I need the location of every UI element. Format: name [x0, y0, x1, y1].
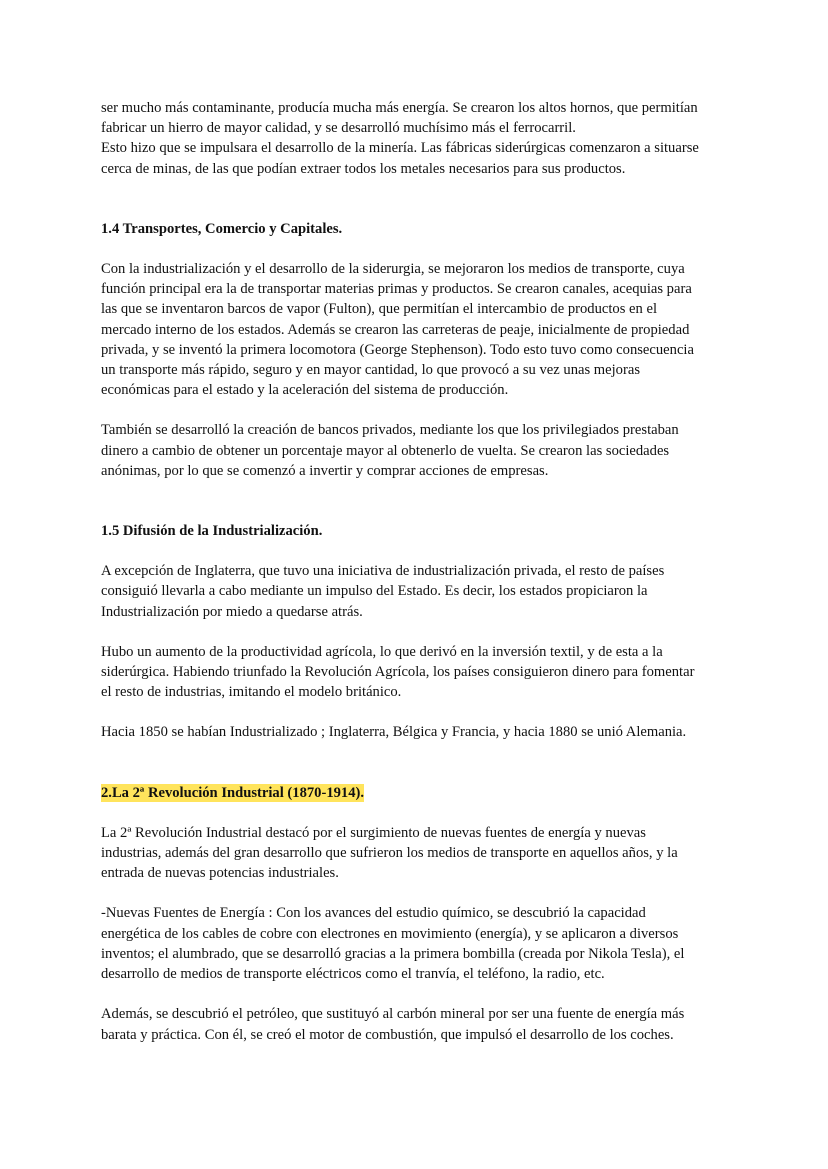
text-line: las que se inventaron barcos de vapor (Fulton), que permitían el intercambio de productos en el — [101, 301, 658, 318]
text-line: Esto hizo que se impulsara el desarrollo de la minería. Las fábricas siderúrgicas comenzaron a situarse — [101, 140, 699, 157]
text-line: un transporte más rápido, seguro y en mayor cantidad, lo que provocó a su vez unas mejoras — [101, 362, 640, 379]
text-line: industrias, además del gran desarrollo que sufrieron los medios de transporte en aquellos años, y la — [101, 845, 678, 862]
text-line: privada, y se inventó la primera locomotora (George Stephenson). Todo esto tuvo como consecuencia — [101, 341, 694, 358]
text-line: el resto de industrias, imitando el modelo británico. — [101, 684, 402, 701]
text-line: energética de los cables de cobre con electrones en movimiento (energía), y se aplicaron a diversos — [101, 925, 679, 942]
section-heading-1-5: 1.5 Difusión de la Industrialización. — [101, 523, 323, 540]
text-line: función principal era la de transportar materias primas y productos. Se crearon canales, acequias para — [101, 281, 692, 298]
document-page — [101, 98, 741, 1045]
section-2-paragraph-1 — [101, 823, 741, 884]
text-line: ser mucho más contaminante, producía mucha más energía. Se crearon los altos hornos, que permitían — [101, 100, 698, 116]
text-line: anónimas, por lo que se comenzó a invertir y comprar acciones de empresas. — [101, 462, 549, 479]
text-line: Hacia 1850 se habían Industrializado ; Inglaterra, Bélgica y Francia, y hacia 1880 se unió Alemania. — [101, 724, 687, 741]
text-line: económicas para el estado y la aceleración del sistema de producción. — [101, 382, 509, 399]
text-line: dinero a cambio de obtener un porcentaje mayor al obtenerlo de vuelta. Se crearon las sociedades — [101, 442, 670, 459]
text-line: Industrialización por miedo a quedarse atrás. — [101, 603, 363, 620]
text-line: Con la industrialización y el desarrollo de la siderurgia, se mejoraron los medios de transporte, cuya — [101, 261, 685, 278]
text-line: A excepción de Inglaterra, que tuvo una iniciativa de industrialización privada, el resto de países — [101, 563, 665, 580]
section-heading-2 — [101, 783, 741, 803]
text-line: barata y práctica. Con él, se creó el motor de combustión, que impulsó el desarrollo de los coches. — [101, 1026, 674, 1043]
text-line: fabricar un hierro de mayor calidad, y se desarrolló muchísimo más el ferrocarril. — [101, 120, 576, 137]
text-line: cerca de minas, de las que podían extraer todos los metales necesarios para sus productos. — [101, 160, 626, 177]
text-line: inventos; el alumbrado, que se desarrolló gracias a la primera bombilla (creada por Nikola Tesla), el — [101, 945, 685, 962]
text-line: También se desarrolló la creación de bancos privados, mediante los que los privilegiados prestaban — [101, 422, 679, 439]
section-2-paragraph-2 — [101, 903, 741, 984]
section-1-4-paragraph-1 — [101, 259, 741, 400]
section-1-5-paragraph-2 — [101, 642, 741, 703]
text-line: Además, se descubrió el petróleo, que sustituyó al carbón mineral por ser una fuente de energía más — [101, 1006, 685, 1023]
section-heading-1-4: 1.4 Transportes, Comercio y Capitales. — [101, 220, 343, 237]
text-line: consiguió llevarla a cabo mediante un impulso del Estado. Es decir, los estados propiciaron la — [101, 583, 648, 600]
section-1-5-paragraph-1 — [101, 561, 741, 622]
text-line: La 2ª Revolución Industrial destacó por el surgimiento de nuevas fuentes de energía y nuevas — [101, 824, 646, 841]
intro-paragraph — [101, 98, 741, 179]
text-line: -Nuevas Fuentes de Energía : Con los avances del estudio químico, se descubrió la capacidad — [101, 905, 646, 922]
section-1-4-paragraph-2 — [101, 420, 741, 481]
section-2-paragraph-3 — [101, 1004, 741, 1044]
text-line: siderúrgica. Habiendo triunfado la Revolución Agrícola, los países consiguieron dinero para fomentar — [101, 664, 695, 681]
text-line: entrada de nuevas potencias industriales. — [101, 865, 339, 882]
highlighted-heading: 2.La 2ª Revolución Industrial (1870-1914). — [101, 784, 365, 801]
text-line: desarrollo de medios de transporte eléctricos como el tranvía, el teléfono, la radio, etc. — [101, 966, 605, 983]
text-line: mercado interno de los estados. Además se crearon las carreteras de peaje, inicialmente de propiedad — [101, 321, 690, 338]
section-1-5-paragraph-3 — [101, 722, 741, 742]
text-line: Hubo un aumento de la productividad agrícola, lo que derivó en la inversión textil, y de esta a la — [101, 643, 663, 660]
